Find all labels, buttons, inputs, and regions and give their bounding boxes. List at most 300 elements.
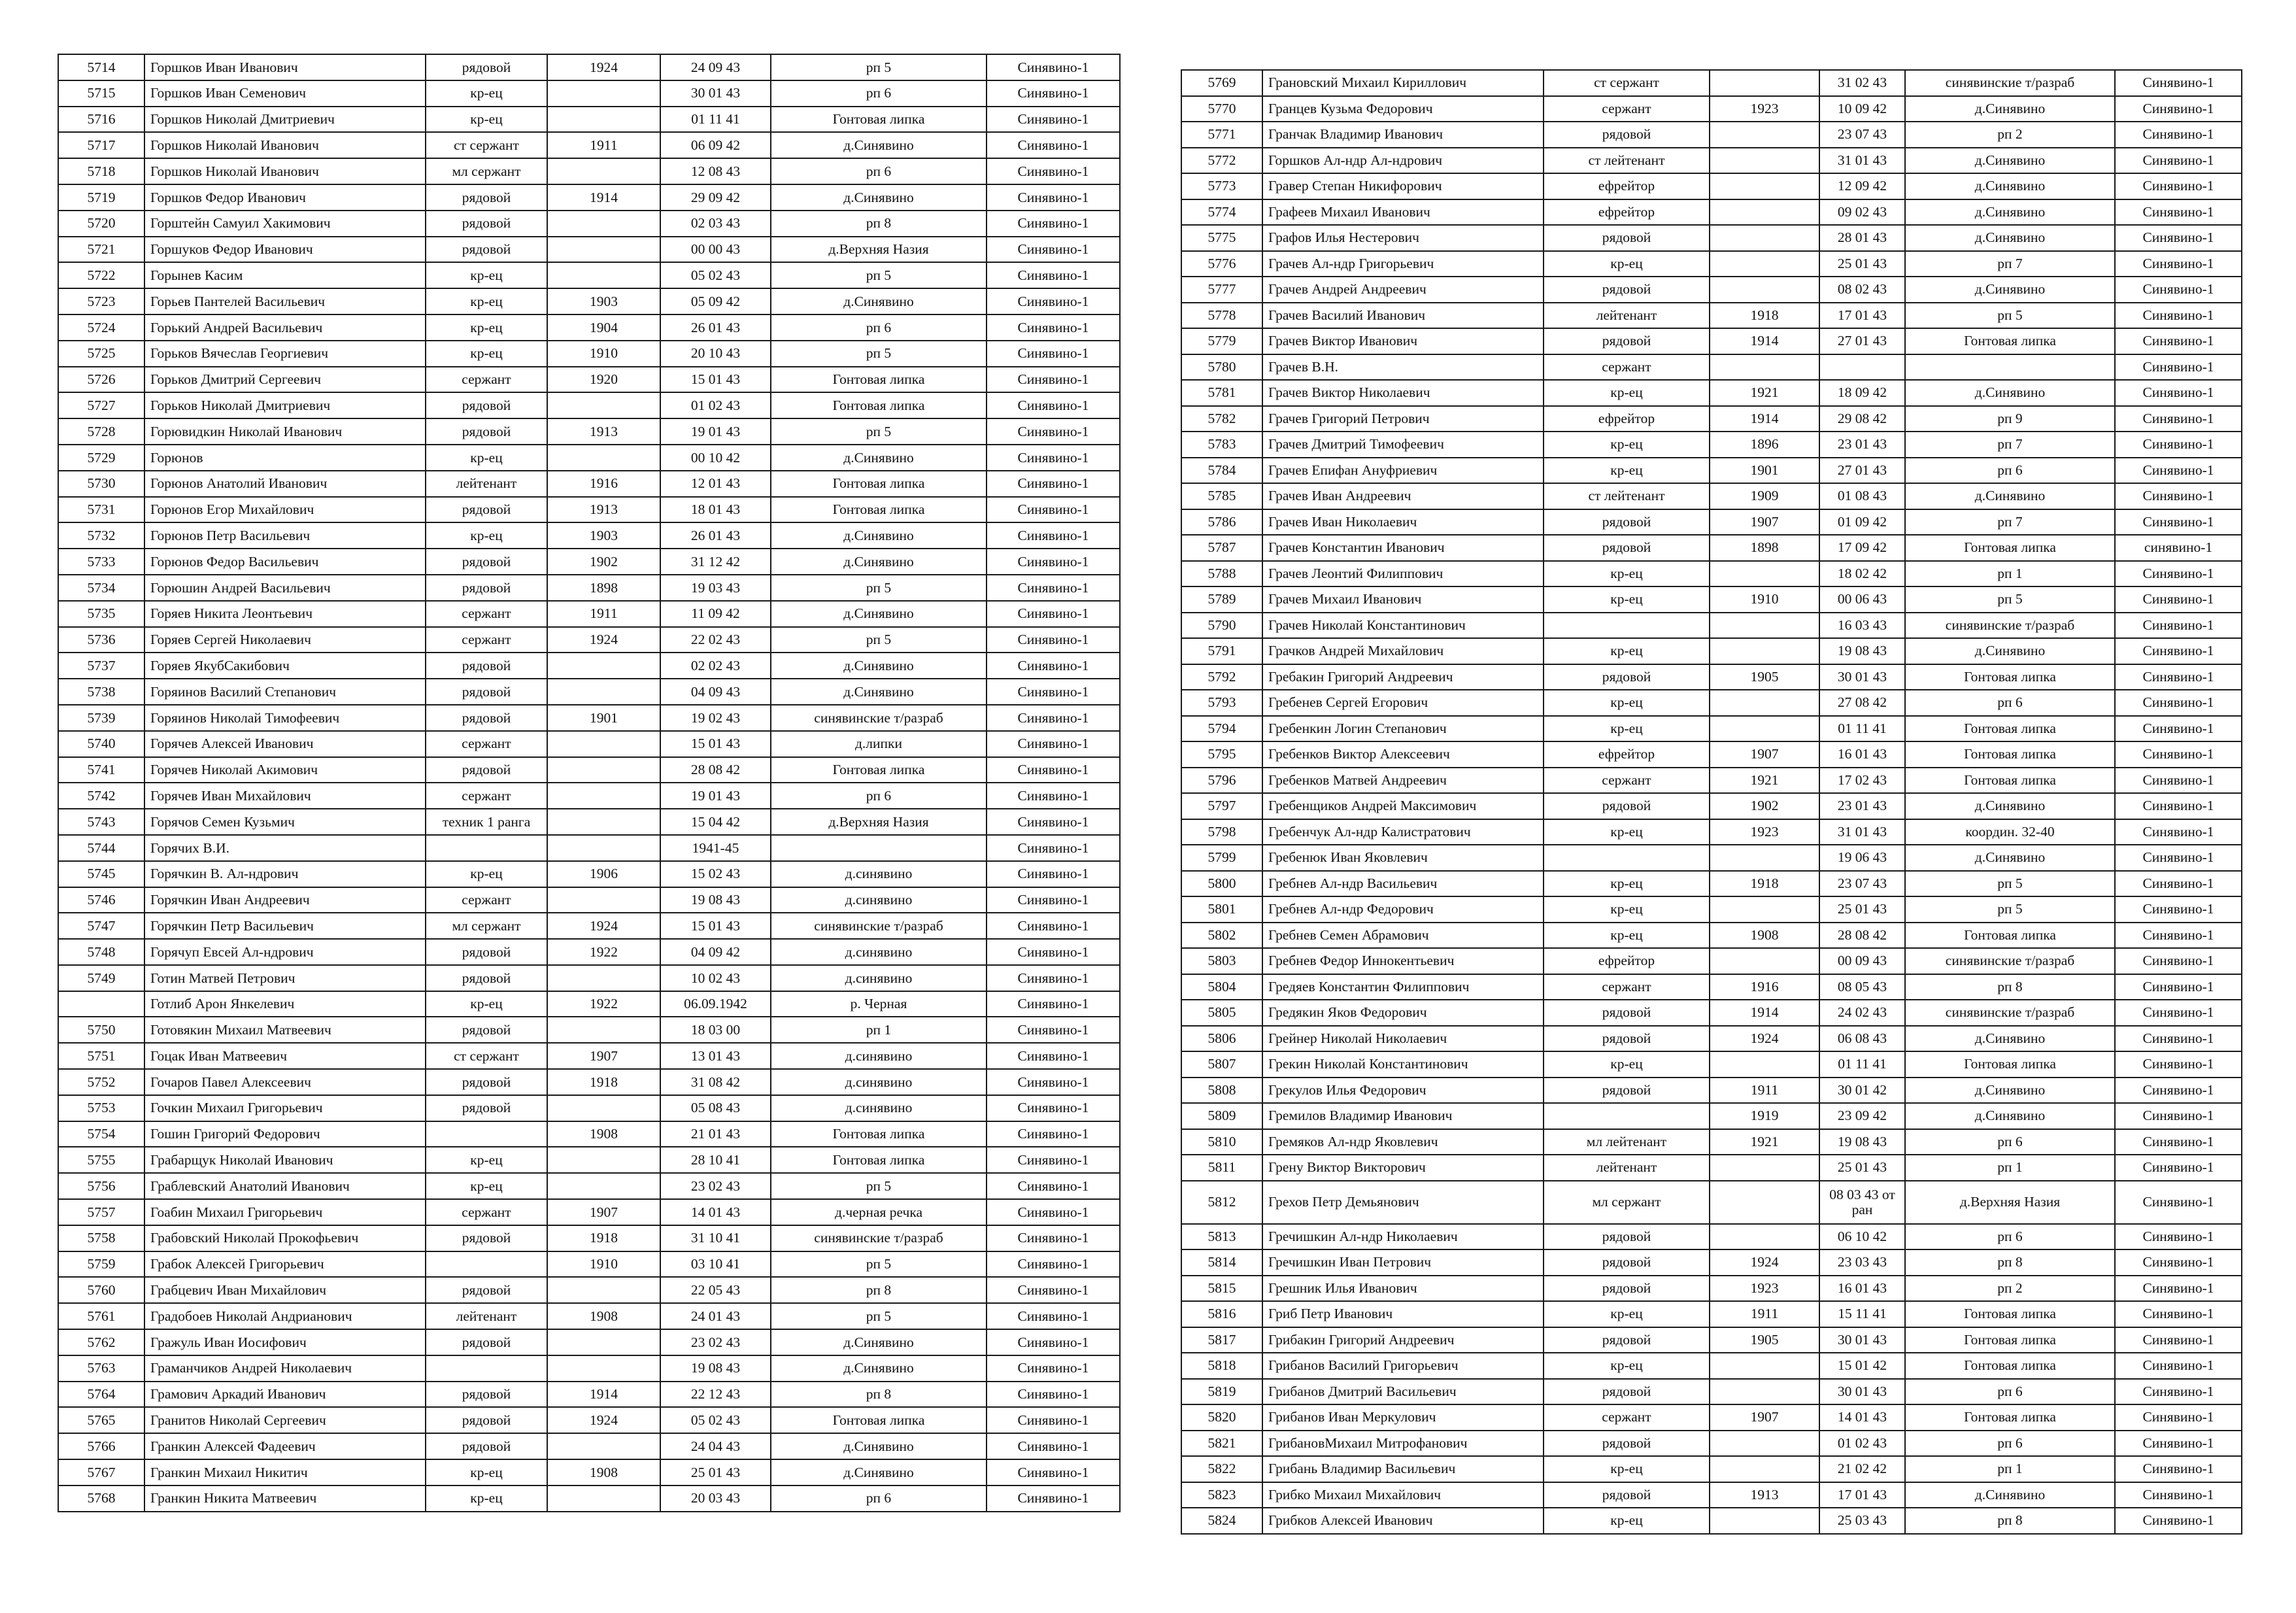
table-row <box>1181 122 2242 148</box>
cemetery-name-cell: Синявино-1 <box>987 705 1120 731</box>
death-date-cell: 26 01 43 <box>660 314 771 341</box>
death-date-cell: 13 01 43 <box>660 1043 771 1069</box>
soldier-name-cell: Грачков Андрей Михайлович <box>1262 638 1544 664</box>
burial-place-cell: д.Синявино <box>771 601 987 627</box>
military-rank-cell: рядовой <box>426 939 547 965</box>
cemetery-name-cell: Синявино-1 <box>987 132 1120 158</box>
military-rank-cell: кр-ец <box>1544 923 1710 949</box>
burial-place-cell: Гонтовая липка <box>1905 768 2115 794</box>
birth-year-cell <box>1710 173 1819 199</box>
military-rank-cell: рядовой <box>1544 277 1710 303</box>
soldier-name-cell: Горяинов Николай Тимофеевич <box>144 705 426 731</box>
record-number-cell: 5773 <box>1181 173 1262 199</box>
burial-place-cell: Гонтовая липка <box>1905 328 2115 354</box>
birth-year-cell: 1901 <box>1710 458 1819 484</box>
cemetery-name-cell: Синявино-1 <box>987 1303 1120 1329</box>
burial-place-cell: д.Синявино <box>1905 1103 2115 1129</box>
military-rank-cell: рядовой <box>426 211 547 237</box>
death-date-cell: 27 08 42 <box>1819 690 1905 716</box>
soldier-name-cell: Горьков Вячеслав Георгиевич <box>144 341 426 367</box>
military-rank-cell: сержант <box>1544 974 1710 1000</box>
burial-place-cell: рп 6 <box>1905 1431 2115 1457</box>
death-date-cell: 30 01 42 <box>1819 1078 1905 1104</box>
record-number-cell: 5747 <box>58 913 144 939</box>
table-row <box>1181 251 2242 277</box>
record-number-cell: 5791 <box>1181 638 1262 664</box>
table-row <box>1181 845 2242 871</box>
cemetery-name-cell: Синявино-1 <box>987 731 1120 757</box>
soldier-name-cell: Гранкин Михаил Никитич <box>144 1459 426 1486</box>
burial-place-cell: рп 2 <box>1905 122 2115 148</box>
military-rank-cell: ефрейтор <box>1544 406 1710 432</box>
record-number-cell: 5778 <box>1181 303 1262 329</box>
burial-place-cell: рп 8 <box>1905 1249 2115 1276</box>
record-number-cell: 5739 <box>58 705 144 731</box>
death-date-cell: 28 10 41 <box>660 1147 771 1173</box>
death-date-cell: 08 05 43 <box>1819 974 1905 1000</box>
burial-place-cell: синявинские т/разраб <box>1905 613 2115 639</box>
soldier-name-cell: Грачев Григорий Петрович <box>1262 406 1544 432</box>
birth-year-cell <box>547 1486 660 1512</box>
soldier-name-cell: Гребнев Семен Абрамович <box>1262 923 1544 949</box>
record-number-cell: 5737 <box>58 653 144 679</box>
burial-place-cell: рп 8 <box>1905 974 2115 1000</box>
birth-year-cell: 1904 <box>547 314 660 341</box>
birth-year-cell <box>1710 690 1819 716</box>
soldier-name-cell: Гочкин Михаил Григорьевич <box>144 1095 426 1121</box>
soldier-name-cell: Горьков Николай Дмитриевич <box>144 392 426 418</box>
cemetery-name-cell: Синявино-1 <box>987 445 1120 471</box>
cemetery-name-cell: Синявино-1 <box>2115 1051 2242 1078</box>
table-row <box>58 1225 1120 1251</box>
birth-year-cell: 1924 <box>1710 1249 1819 1276</box>
cemetery-name-cell: Синявино-1 <box>2115 923 2242 949</box>
cemetery-name-cell: Синявино-1 <box>2115 1327 2242 1353</box>
soldier-name-cell: Графов Илья Нестерович <box>1262 225 1544 251</box>
burial-place-cell: рп 5 <box>771 262 987 288</box>
death-date-cell: 01 02 43 <box>1819 1431 1905 1457</box>
record-number-cell: 5804 <box>1181 974 1262 1000</box>
death-date-cell: 14 01 43 <box>660 1199 771 1225</box>
death-date-cell: 09 02 43 <box>1819 199 1905 226</box>
birth-year-cell <box>1710 354 1819 381</box>
soldier-name-cell: Горшков Николай Иванович <box>144 132 426 158</box>
soldier-name-cell: Горшков Николай Дмитриевич <box>144 107 426 133</box>
table-row <box>58 705 1120 731</box>
birth-year-cell <box>547 1095 660 1121</box>
military-rank-cell <box>1544 613 1710 639</box>
birth-year-cell <box>1710 716 1819 742</box>
birth-year-cell <box>1710 277 1819 303</box>
record-number-cell: 5734 <box>58 575 144 601</box>
soldier-name-cell: Грену Виктор Викторович <box>1262 1155 1544 1181</box>
birth-year-cell <box>547 211 660 237</box>
soldier-name-cell: Гриб Петр Иванович <box>1262 1301 1544 1327</box>
birth-year-cell: 1907 <box>547 1199 660 1225</box>
military-rank-cell: ефрейтор <box>1544 948 1710 974</box>
burial-place-cell: д.липки <box>771 731 987 757</box>
death-date-cell: 17 01 43 <box>1819 1482 1905 1508</box>
record-number-cell: 5722 <box>58 262 144 288</box>
table-row <box>1181 303 2242 329</box>
record-number-cell: 5771 <box>1181 122 1262 148</box>
table-row <box>58 471 1120 497</box>
military-rank-cell: рядовой <box>426 392 547 418</box>
table-row <box>1181 406 2242 432</box>
death-date-cell: 15 01 43 <box>660 367 771 393</box>
military-rank-cell: сержант <box>1544 1404 1710 1431</box>
birth-year-cell <box>1710 199 1819 226</box>
birth-year-cell: 1922 <box>547 991 660 1017</box>
birth-year-cell <box>1710 1379 1819 1405</box>
record-number-cell: 5752 <box>58 1069 144 1095</box>
soldier-name-cell: Грибков Алексей Иванович <box>1262 1508 1544 1534</box>
record-number-cell: 5811 <box>1181 1155 1262 1181</box>
military-rank-cell: кр-ец <box>1544 819 1710 845</box>
table-row <box>1181 70 2242 96</box>
military-rank-cell: кр-ец <box>1544 1051 1710 1078</box>
table-row <box>1181 1353 2242 1379</box>
birth-year-cell: 1898 <box>1710 535 1819 561</box>
table-row <box>58 1459 1120 1486</box>
military-rank-cell: рядовой <box>1544 1078 1710 1104</box>
military-rank-cell: рядовой <box>1544 535 1710 561</box>
death-date-cell: 05 02 43 <box>660 1407 771 1433</box>
table-row <box>1181 432 2242 458</box>
soldier-name-cell: Горячкин Петр Васильевич <box>144 913 426 939</box>
birth-year-cell <box>1710 1456 1819 1482</box>
table-row <box>1181 1301 2242 1327</box>
record-number-cell: 5733 <box>58 549 144 575</box>
cemetery-name-cell: Синявино-1 <box>2115 1224 2242 1250</box>
birth-year-cell <box>1710 225 1819 251</box>
table-row <box>58 653 1120 679</box>
cemetery-name-cell: Синявино-1 <box>2115 380 2242 406</box>
death-date-cell: 24 02 43 <box>1819 1000 1905 1026</box>
military-rank-cell: кр-ец <box>426 262 547 288</box>
birth-year-cell <box>547 1433 660 1459</box>
soldier-name-cell: Гречишкин Ал-ндр Николаевич <box>1262 1224 1544 1250</box>
table-row <box>1181 896 2242 923</box>
burial-place-cell: д.Синявино <box>771 445 987 471</box>
table-row <box>58 575 1120 601</box>
table-row <box>58 783 1120 809</box>
table-row <box>1181 380 2242 406</box>
burial-place-cell: Гонтовая липка <box>771 392 987 418</box>
death-date-cell: 19 08 43 <box>1819 1129 1905 1155</box>
military-rank-cell: ст сержант <box>426 132 547 158</box>
soldier-name-cell: Грановский Михаил Кириллович <box>1262 70 1544 96</box>
table-row <box>1181 586 2242 613</box>
birth-year-cell <box>547 1017 660 1043</box>
military-rank-cell: сержант <box>1544 768 1710 794</box>
birth-year-cell: 1914 <box>1710 406 1819 432</box>
cemetery-name-cell: Синявино-1 <box>2115 1129 2242 1155</box>
military-rank-cell: кр-ец <box>1544 1353 1710 1379</box>
soldier-name-cell: Гребнев Ал-ндр Федорович <box>1262 896 1544 923</box>
military-rank-cell: рядовой <box>426 1225 547 1251</box>
soldier-name-cell: Горшуков Федор Иванович <box>144 237 426 263</box>
military-rank-cell: рядовой <box>1544 793 1710 819</box>
table-row <box>58 314 1120 341</box>
table-row <box>58 54 1120 80</box>
cemetery-name-cell: Синявино-1 <box>2115 483 2242 509</box>
military-rank-cell: кр-ец <box>426 1486 547 1512</box>
table-row <box>58 1251 1120 1278</box>
record-number-cell: 5796 <box>1181 768 1262 794</box>
record-number-cell: 5738 <box>58 679 144 705</box>
death-date-cell: 04 09 42 <box>660 939 771 965</box>
cemetery-name-cell: Синявино-1 <box>987 575 1120 601</box>
birth-year-cell: 1910 <box>547 341 660 367</box>
cemetery-name-cell: Синявино-1 <box>2115 561 2242 587</box>
birth-year-cell <box>547 158 660 184</box>
birth-year-cell: 1910 <box>547 1251 660 1278</box>
table-row <box>58 1407 1120 1433</box>
military-rank-cell: лейтенант <box>426 1303 547 1329</box>
cemetery-name-cell: Синявино-1 <box>987 1329 1120 1355</box>
cemetery-name-cell: Синявино-1 <box>2115 819 2242 845</box>
burial-place-cell: рп 1 <box>1905 561 2115 587</box>
soldier-name-cell: Горячих В.И. <box>144 835 426 861</box>
death-date-cell: 04 09 43 <box>660 679 771 705</box>
burial-place-cell: д.Синявино <box>1905 148 2115 174</box>
death-date-cell: 19 01 43 <box>660 783 771 809</box>
soldier-name-cell: Горяев Сергей Николаевич <box>144 627 426 653</box>
burial-place-cell: Гонтовая липка <box>1905 1051 2115 1078</box>
record-number-cell: 5757 <box>58 1199 144 1225</box>
table-row <box>1181 561 2242 587</box>
burial-place-cell: синявинские т/разраб <box>1905 948 2115 974</box>
record-number-cell: 5736 <box>58 627 144 653</box>
death-date-cell: 19 02 43 <box>660 705 771 731</box>
table-row <box>1181 716 2242 742</box>
death-date-cell: 25 01 43 <box>1819 1155 1905 1181</box>
soldier-name-cell: Гребнев Федор Иннокентьевич <box>1262 948 1544 974</box>
military-rank-cell: рядовой <box>1544 328 1710 354</box>
record-number-cell: 5750 <box>58 1017 144 1043</box>
cemetery-name-cell: синявино-1 <box>2115 535 2242 561</box>
birth-year-cell <box>1710 561 1819 587</box>
table-row <box>58 211 1120 237</box>
table-row <box>1181 1078 2242 1104</box>
soldier-name-cell: Горячев Алексей Иванович <box>144 731 426 757</box>
death-date-cell: 06 08 43 <box>1819 1026 1905 1052</box>
table-row <box>1181 741 2242 768</box>
death-date-cell: 30 01 43 <box>1819 664 1905 690</box>
soldier-name-cell: Горюнов Петр Васильевич <box>144 522 426 549</box>
burial-place-cell: рп 6 <box>771 80 987 107</box>
death-date-cell: 02 03 43 <box>660 211 771 237</box>
table-row <box>1181 923 2242 949</box>
death-date-cell: 16 01 43 <box>1819 741 1905 768</box>
soldier-name-cell: Готовякин Михаил Матвеевич <box>144 1017 426 1043</box>
burial-place-cell: рп 5 <box>771 1251 987 1278</box>
military-rank-cell <box>426 1251 547 1278</box>
death-date-cell: 01 08 43 <box>1819 483 1905 509</box>
birth-year-cell: 1911 <box>547 601 660 627</box>
record-number-cell: 5726 <box>58 367 144 393</box>
death-date-cell: 24 09 43 <box>660 54 771 80</box>
military-rank-cell: рядовой <box>426 965 547 991</box>
military-rank-cell: рядовой <box>1544 664 1710 690</box>
birth-year-cell <box>547 1173 660 1199</box>
cemetery-name-cell: Синявино-1 <box>2115 586 2242 613</box>
table-row <box>1181 1000 2242 1026</box>
record-number-cell: 5817 <box>1181 1327 1262 1353</box>
death-date-cell: 15 02 43 <box>660 861 771 887</box>
death-date-cell: 02 02 43 <box>660 653 771 679</box>
table-row <box>58 288 1120 314</box>
military-rank-cell: рядовой <box>426 575 547 601</box>
record-number-cell: 5769 <box>1181 70 1262 96</box>
cemetery-name-cell: Синявино-1 <box>2115 1508 2242 1534</box>
death-date-cell: 18 03 00 <box>660 1017 771 1043</box>
military-rank-cell: кр-ец <box>1544 251 1710 277</box>
birth-year-cell: 1916 <box>1710 974 1819 1000</box>
soldier-name-cell: Горячев Иван Михайлович <box>144 783 426 809</box>
death-date-cell: 28 08 42 <box>1819 923 1905 949</box>
military-rank-cell: ефрейтор <box>1544 199 1710 226</box>
table-row <box>58 1199 1120 1225</box>
death-date-cell: 29 08 42 <box>1819 406 1905 432</box>
table-row <box>1181 1051 2242 1078</box>
soldier-name-cell: Гранчак Владимир Иванович <box>1262 122 1544 148</box>
death-date-cell: 28 01 43 <box>1819 225 1905 251</box>
death-date-cell: 05 09 42 <box>660 288 771 314</box>
soldier-name-cell: Гранитов Николай Сергеевич <box>144 1407 426 1433</box>
cemetery-name-cell: Синявино-1 <box>987 314 1120 341</box>
burial-place-cell: рп 5 <box>1905 303 2115 329</box>
birth-year-cell: 1907 <box>1710 1404 1819 1431</box>
table-row <box>58 601 1120 627</box>
military-rank-cell: рядовой <box>1544 1379 1710 1405</box>
left-table-body <box>58 54 1120 1512</box>
cemetery-name-cell: Синявино-1 <box>987 783 1120 809</box>
record-number-cell: 5781 <box>1181 380 1262 406</box>
table-row <box>58 731 1120 757</box>
record-number-cell: 5756 <box>58 1173 144 1199</box>
military-rank-cell <box>426 1355 547 1382</box>
cemetery-name-cell: Синявино-1 <box>987 809 1120 835</box>
soldier-name-cell: Горшков Иван Иванович <box>144 54 426 80</box>
birth-year-cell: 1918 <box>1710 871 1819 897</box>
soldier-name-cell: Грибанов Иван Меркулович <box>1262 1404 1544 1431</box>
table-row <box>58 367 1120 393</box>
death-date-cell: 23 01 43 <box>1819 793 1905 819</box>
burial-place-cell: Гонтовая липка <box>771 107 987 133</box>
record-number-cell: 5792 <box>1181 664 1262 690</box>
soldier-name-cell: Грамович Аркадий Иванович <box>144 1382 426 1408</box>
military-rank-cell: кр-ец <box>426 1459 547 1486</box>
birth-year-cell: 1921 <box>1710 768 1819 794</box>
cemetery-name-cell: Синявино-1 <box>2115 1000 2242 1026</box>
record-number-cell: 5731 <box>58 497 144 523</box>
birth-year-cell: 1906 <box>547 861 660 887</box>
birth-year-cell: 1902 <box>547 549 660 575</box>
soldier-name-cell: Горшков Николай Иванович <box>144 158 426 184</box>
cemetery-name-cell: Синявино-1 <box>987 679 1120 705</box>
death-date-cell: 28 08 42 <box>660 757 771 783</box>
table-row <box>1181 1181 2242 1224</box>
record-number-cell: 5797 <box>1181 793 1262 819</box>
record-number-cell: 5782 <box>1181 406 1262 432</box>
burial-place-cell: Гонтовая липка <box>771 757 987 783</box>
birth-year-cell: 1898 <box>547 575 660 601</box>
table-row <box>58 107 1120 133</box>
birth-year-cell: 1924 <box>547 1407 660 1433</box>
soldier-name-cell: Грачев Виктор Иванович <box>1262 328 1544 354</box>
record-number-cell: 5789 <box>1181 586 1262 613</box>
death-date-cell: 01 11 41 <box>1819 716 1905 742</box>
death-date-cell: 26 01 43 <box>660 522 771 549</box>
military-rank-cell: кр-ец <box>1544 1508 1710 1534</box>
death-date-cell: 08 02 43 <box>1819 277 1905 303</box>
cemetery-name-cell: Синявино-1 <box>987 262 1120 288</box>
table-row <box>58 913 1120 939</box>
record-number-cell: 5818 <box>1181 1353 1262 1379</box>
burial-place-cell: рп 6 <box>771 314 987 341</box>
soldier-name-cell: Граманчиков Андрей Николаевич <box>144 1355 426 1382</box>
military-rank-cell: сержант <box>426 601 547 627</box>
record-number-cell: 5762 <box>58 1329 144 1355</box>
table-row <box>1181 1249 2242 1276</box>
death-date-cell: 01 11 41 <box>1819 1051 1905 1078</box>
death-date-cell: 25 03 43 <box>1819 1508 1905 1534</box>
death-date-cell: 23 02 43 <box>660 1329 771 1355</box>
death-date-cell: 00 00 43 <box>660 237 771 263</box>
military-rank-cell: рядовой <box>426 54 547 80</box>
soldier-name-cell: Готин Матвей Петрович <box>144 965 426 991</box>
record-number-cell: 5717 <box>58 132 144 158</box>
birth-year-cell: 1921 <box>1710 380 1819 406</box>
soldier-name-cell: Грачев Константин Иванович <box>1262 535 1544 561</box>
cemetery-name-cell: Синявино-1 <box>2115 148 2242 174</box>
birth-year-cell: 1918 <box>1710 303 1819 329</box>
table-row <box>58 861 1120 887</box>
birth-year-cell <box>547 1277 660 1303</box>
soldier-name-cell: Гребакин Григорий Андреевич <box>1262 664 1544 690</box>
burial-place-cell: синявинские т/разраб <box>1905 70 2115 96</box>
death-date-cell: 01 11 41 <box>660 107 771 133</box>
death-date-cell: 15 01 43 <box>660 913 771 939</box>
cemetery-name-cell: Синявино-1 <box>987 158 1120 184</box>
military-rank-cell: рядовой <box>426 679 547 705</box>
table-row <box>58 341 1120 367</box>
military-rank-cell: мл лейтенант <box>1544 1129 1710 1155</box>
death-date-cell: 30 01 43 <box>1819 1379 1905 1405</box>
record-number-cell: 5820 <box>1181 1404 1262 1431</box>
record-number-cell: 5727 <box>58 392 144 418</box>
military-rank-cell: кр-ец <box>1544 690 1710 716</box>
birth-year-cell <box>1710 948 1819 974</box>
death-date-cell: 06.09.1942 <box>660 991 771 1017</box>
military-rank-cell: рядовой <box>426 1069 547 1095</box>
military-rank-cell: рядовой <box>426 1329 547 1355</box>
soldier-name-cell: Горьев Пантелей Васильевич <box>144 288 426 314</box>
birth-year-cell: 1923 <box>1710 819 1819 845</box>
soldier-name-cell: Горяев ЯкубСакибович <box>144 653 426 679</box>
military-rank-cell <box>426 835 547 861</box>
death-date-cell: 23 02 43 <box>660 1173 771 1199</box>
death-date-cell: 20 10 43 <box>660 341 771 367</box>
cemetery-name-cell: Синявино-1 <box>2115 1456 2242 1482</box>
record-number-cell: 5819 <box>1181 1379 1262 1405</box>
burial-place-cell: д.синявино <box>771 887 987 913</box>
record-number-cell: 5816 <box>1181 1301 1262 1327</box>
record-number-cell: 5793 <box>1181 690 1262 716</box>
table-row <box>1181 277 2242 303</box>
